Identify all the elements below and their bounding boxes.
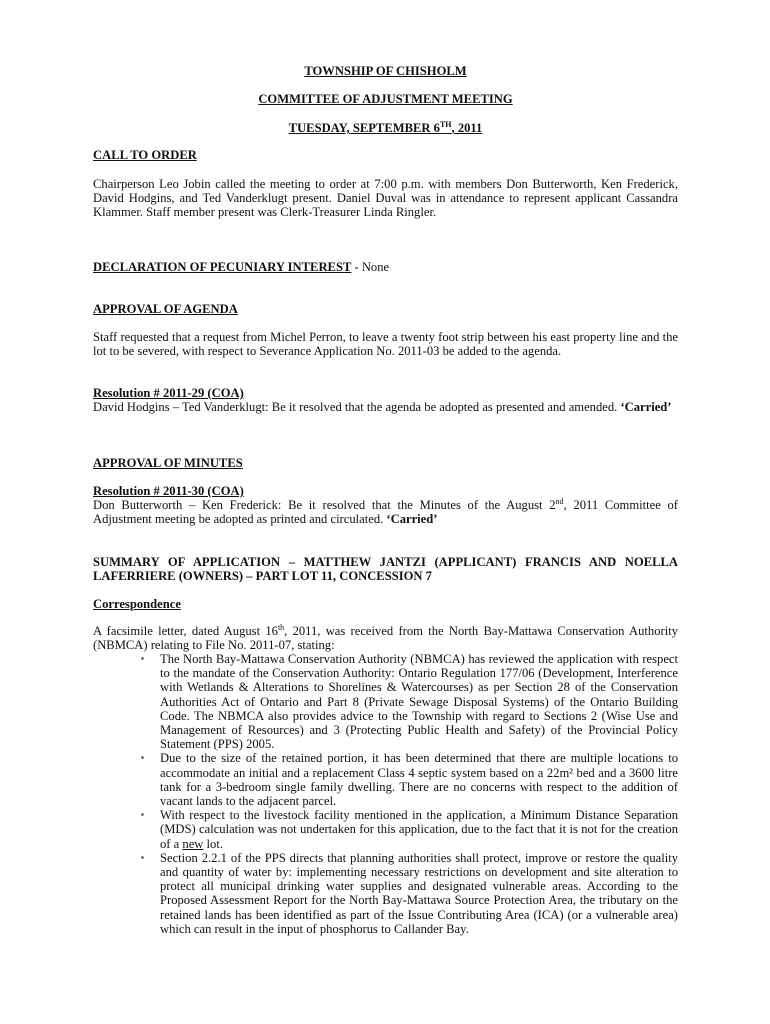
heading-correspondence: Correspondence bbox=[93, 597, 181, 611]
list-item: ▪ With respect to the livestock facility mentioned in the application, a Minimum Distance Separation (MDS) calculation was not undertaken for this application, due to the fact that it is not for the creation of a new lot. bbox=[141, 808, 678, 851]
heading-summary-of-application: SUMMARY OF APPLICATION – MATTHEW JANTZI (APPLICANT) FRANCIS AND NOELLA LAFERRIERE (OWNERS) – PART LOT 11, CONCESSION 7 bbox=[93, 555, 678, 584]
resolution-2011-30-text: Don Butterworth – Ken Frederick: Be it resolved that the Minutes of the August 2nd, 2011 Committee of Adjustment meeting be adopted as printed and circulated. ‘Carried’ bbox=[93, 496, 678, 527]
document-title-date: TUESDAY, SEPTEMBER 6TH, 2011 bbox=[288, 119, 483, 135]
document-title-meeting: COMMITTEE OF ADJUSTMENT MEETING bbox=[258, 92, 513, 106]
heading-approval-of-agenda: APPROVAL OF AGENDA bbox=[93, 302, 238, 316]
bullet-icon: ▪ bbox=[141, 654, 144, 663]
paragraph-agenda: Staff requested that a request from Michel Perron, to leave a twenty foot strip between his east property line and the lot to be severed, with respect to Severance Application No. 2011-03 be added to the agenda. bbox=[93, 330, 678, 359]
heading-call-to-order: CALL TO ORDER bbox=[93, 148, 197, 162]
bullet-icon: ▪ bbox=[141, 852, 144, 862]
list-item: ▪ The North Bay-Mattawa Conservation Authority (NBMCA) has reviewed the application with respect to the mandate of the Conservation Authority: Ontario Regulation 177/06 (Development, Interference with Wetlands & Alterations to Shorelines & Watercourses) as per Section 28 of the Conservation Authorities Act of Ontario and Part 8 (Private Sewage Disposal Systems) of the Ontario Building Code. The NBMCA also provides advice to the Township with regard to Sections 2 (Wise Use and Management of Resources) and 3 (Protecting Public Health and Safety) of the Provincial Policy Statement (PPS) 2005. bbox=[141, 652, 678, 752]
document-title-township: TOWNSHIP OF CHISHOLM bbox=[304, 64, 467, 78]
paragraph-call-to-order: Chairperson Leo Jobin called the meeting to order at 7:00 p.m. with members Don Butterworth, Ken Frederick, David Hodgins, and Ted Vanderklugt present. Daniel Duval was in attendance to represent applicant Cassandra Klammer. Staff member present was Clerk-Treasurer Linda Ringler. bbox=[93, 177, 678, 220]
heading-declaration: DECLARATION OF PECUNIARY INTEREST - None bbox=[93, 260, 390, 274]
heading-approval-of-minutes: APPROVAL OF MINUTES bbox=[93, 456, 243, 470]
paragraph-facsimile-letter: A facsimile letter, dated August 16th, 2011, was received from the North Bay-Mattawa Conservation Authority (NBMCA) relating to File No. 2011-07, stating: bbox=[93, 622, 678, 653]
bullet-icon: ▪ bbox=[141, 810, 144, 820]
bullet-icon: ▪ bbox=[141, 753, 144, 763]
resolution-2011-29-text: David Hodgins – Ted Vanderklugt: Be it resolved that the agenda be adopted as presented and amended. ‘Carried’ bbox=[93, 400, 672, 414]
list-item: ▪ Section 2.2.1 of the PPS directs that planning authorities shall protect, improve or restore the quality and quantity of water by: implementing necessary restrictions on development and site alteration to protect all municipal drinking water supplies and designated vulnerable areas. According to the Proposed Assessment Report for the North Bay-Mattawa Source Protection Area, the tributary on the retained lands has been identified as part of the Issue Contributing Area (ICA) (or a vulnerable area) which can result in the input of phosphorus to Callander Bay. bbox=[141, 850, 678, 936]
resolution-2011-29-heading: Resolution # 2011-29 (COA) bbox=[93, 386, 244, 400]
resolution-2011-30-heading: Resolution # 2011-30 (COA) bbox=[93, 484, 244, 498]
correspondence-bullet-list bbox=[93, 652, 678, 936]
list-item: ▪ Due to the size of the retained portion, it has been determined that there are multiple locations to accommodate an initial and a replacement Class 4 septic system based on a 22m² bed and a 3600 litre tank for a 3-bedroom single family dwelling. There are no concerns with respect to the addition of vacant lands to the adjacent parcel. bbox=[141, 751, 678, 809]
